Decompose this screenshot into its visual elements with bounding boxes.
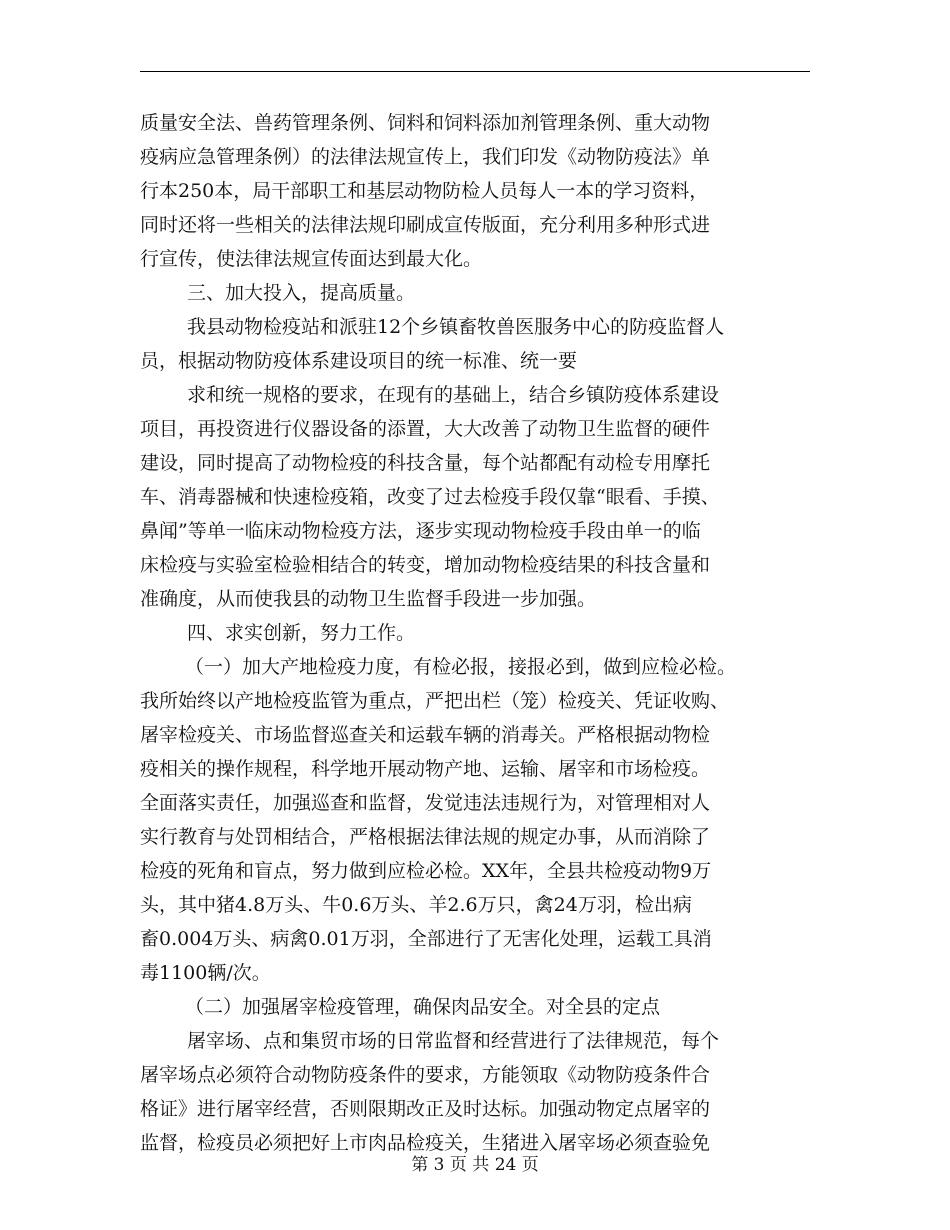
text-line: 车、消毒器械和快速检疫箱，改变了过去检疫手段仅靠“眼看、手摸、 bbox=[140, 486, 720, 508]
text-line: 项目，再投资进行仪器设备的添置，大大改善了动物卫生监督的硬件 bbox=[140, 418, 711, 440]
text-line: 床检疫与实验室检验相结合的转变，增加动物检疫结果的科技含量和 bbox=[140, 554, 711, 576]
text-line: 检疫的死角和盲点，努力做到应检必检。XX年，全县共检疫动物9万 bbox=[140, 860, 712, 882]
text-line: 全面落实责任，加强巡查和监督，发觉违法违规行为，对管理相对人 bbox=[140, 792, 711, 814]
text-line: 畜0.004万头、病禽0.01万羽，全部进行了无害化处理，运载工具消 bbox=[140, 928, 712, 950]
text-line: 疫相关的操作规程，科学地开展动物产地、运输、屠宰和市场检疫。 bbox=[140, 758, 711, 780]
text-line: 实行教育与处罚相结合，严格根据法律法规的规定办事，从而消除了 bbox=[140, 826, 711, 848]
text-line: 四、求实创新，努力工作。 bbox=[187, 622, 416, 644]
text-line: 屠宰场、点和集贸市场的日常监督和经营进行了法律规范，每个 bbox=[187, 1030, 720, 1052]
header-rule bbox=[140, 71, 810, 72]
text-line: 行本250本，局干部职工和基层动物防检人员每人一本的学习资料， bbox=[140, 180, 709, 202]
text-line: 员，根据动物防疫体系建设项目的统一标准、统一要 bbox=[140, 350, 578, 372]
text-line: 毒1100辆/次。 bbox=[140, 962, 271, 984]
text-line: 同时还将一些相关的法律法规印刷成宣传版面，充分利用多种形式进 bbox=[140, 214, 711, 236]
text-line: 准确度，从而使我县的动物卫生监督手段进一步加强。 bbox=[140, 588, 597, 610]
text-line: 屠宰场点必须符合动物防疫条件的要求，方能领取《动物防疫条件合 bbox=[140, 1064, 711, 1086]
text-line: （二）加强屠宰检疫管理，确保肉品安全。对全县的定点 bbox=[185, 996, 661, 1018]
text-line: 格证》进行屠宰经营，否则限期改正及时达标。加强动物定点屠宰的 bbox=[140, 1098, 711, 1120]
text-line: 我所始终以产地检疫监管为重点，严把出栏（笼）检疫关、凭证收购、 bbox=[140, 690, 730, 712]
text-line: 求和统一规格的要求，在现有的基础上，结合乡镇防疫体系建设 bbox=[187, 384, 720, 406]
text-line: 监督，检疫员必须把好上市肉品检疫关，生猪进入屠宰场必须查验免 bbox=[140, 1132, 711, 1154]
text-line: 屠宰检疫关、市场监督巡查关和运载车辆的消毒关。严格根据动物检 bbox=[140, 724, 711, 746]
page-number-footer: 第 3 页 共 24 页 bbox=[411, 1155, 539, 1175]
text-line: 鼻闻”等单一临床动物检疫方法，逐步实现动物检疫手段由单一的临 bbox=[140, 520, 701, 542]
text-line: 三、加大投入，提高质量。 bbox=[187, 282, 416, 304]
text-line: 建设，同时提高了动物检疫的科技含量，每个站都配有动检专用摩托 bbox=[140, 452, 711, 474]
text-line: 质量安全法、兽药管理条例、饲料和饲料添加剂管理条例、重大动物 bbox=[140, 112, 711, 134]
text-line: 我县动物检疫站和派驻12个乡镇畜牧兽医服务中心的防疫监督人 bbox=[187, 316, 725, 338]
document-body bbox=[140, 106, 810, 1160]
text-line: 头，其中猪4.8万头、牛0.6万头、羊2.6万只，禽24万羽，检出病 bbox=[140, 894, 692, 916]
text-line: （一）加大产地检疫力度，有检必报，接报必到，做到应检必检。 bbox=[185, 656, 737, 678]
text-line: 疫病应急管理条例）的法律法规宣传上，我们印发《动物防疫法》单 bbox=[140, 146, 711, 168]
text-line: 行宣传，使法律法规宣传面达到最大化。 bbox=[140, 248, 483, 270]
